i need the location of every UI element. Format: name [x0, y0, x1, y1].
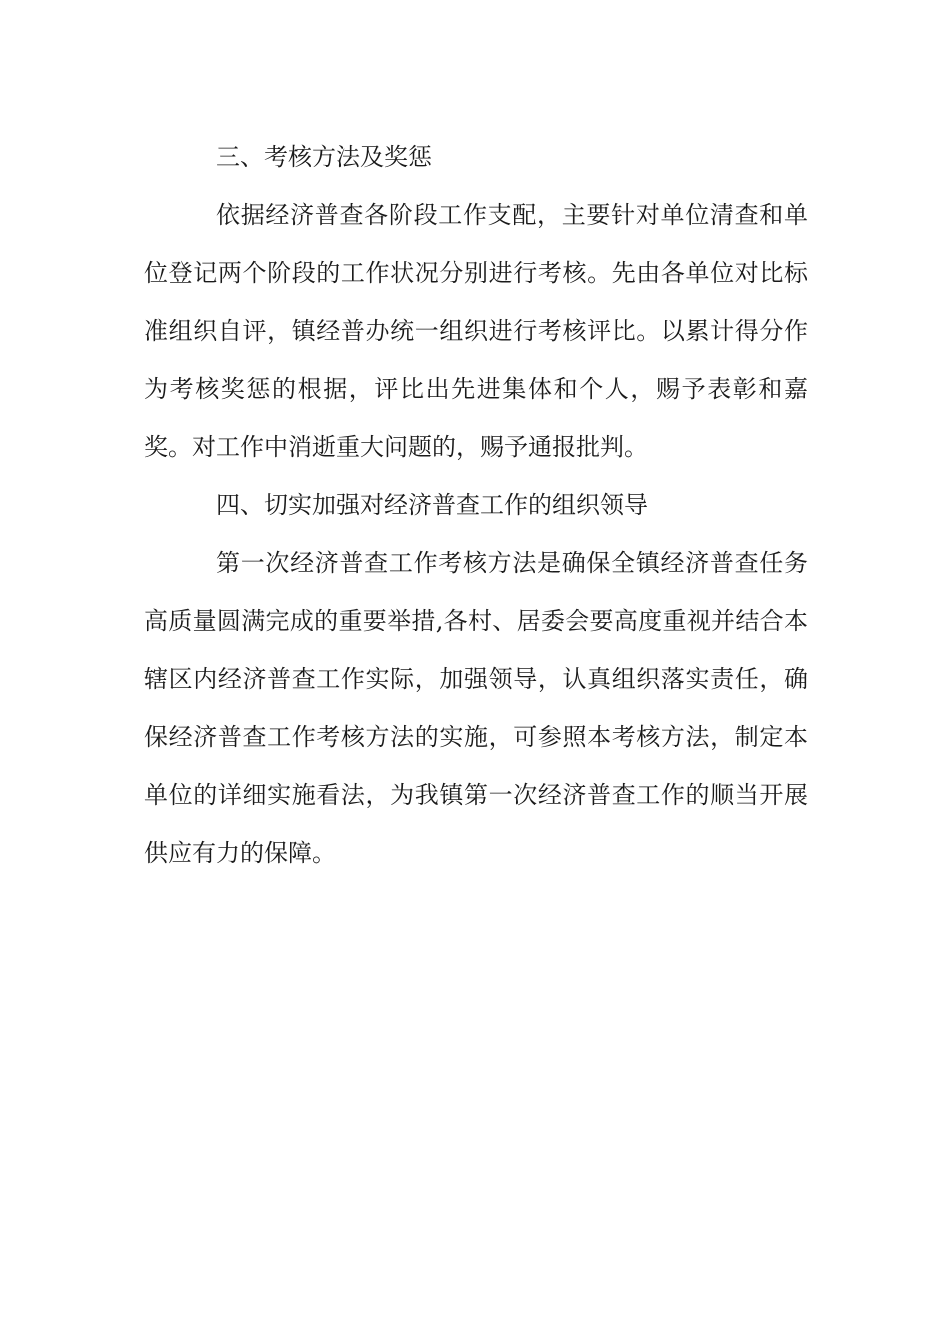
section-heading-3: 三、考核方法及奖惩 [216, 143, 432, 171]
document-body [144, 128, 808, 882]
section-heading-4: 四、切实加强对经济普查工作的组织领导 [216, 491, 648, 519]
section-paragraph-3: 依据经济普查各阶段工作支配，主要针对单位清查和单位登记两个阶段的工作状况分别进行考核。先由各单位对比标准组织自评，镇经普办统一组织进行考核评比。以累计得分作为考核奖惩的根据，评比出先进集体和个人，赐予表彰和嘉奖。对工作中消逝重大问题的，赐予通报批判。 [144, 201, 808, 461]
section-paragraph-4: 第一次经济普查工作考核方法是确保全镇经济普查任务高质量圆满完成的重要举措,各村、居委会要高度重视并结合本辖区内经济普查工作实际，加强领导，认真组织落实责任，确保经济普查工作考核方法的实施，可参照本考核方法，制定本单位的详细实施看法，为我镇第一次经济普查工作的顺当开展供应有力的保障。 [144, 549, 808, 867]
